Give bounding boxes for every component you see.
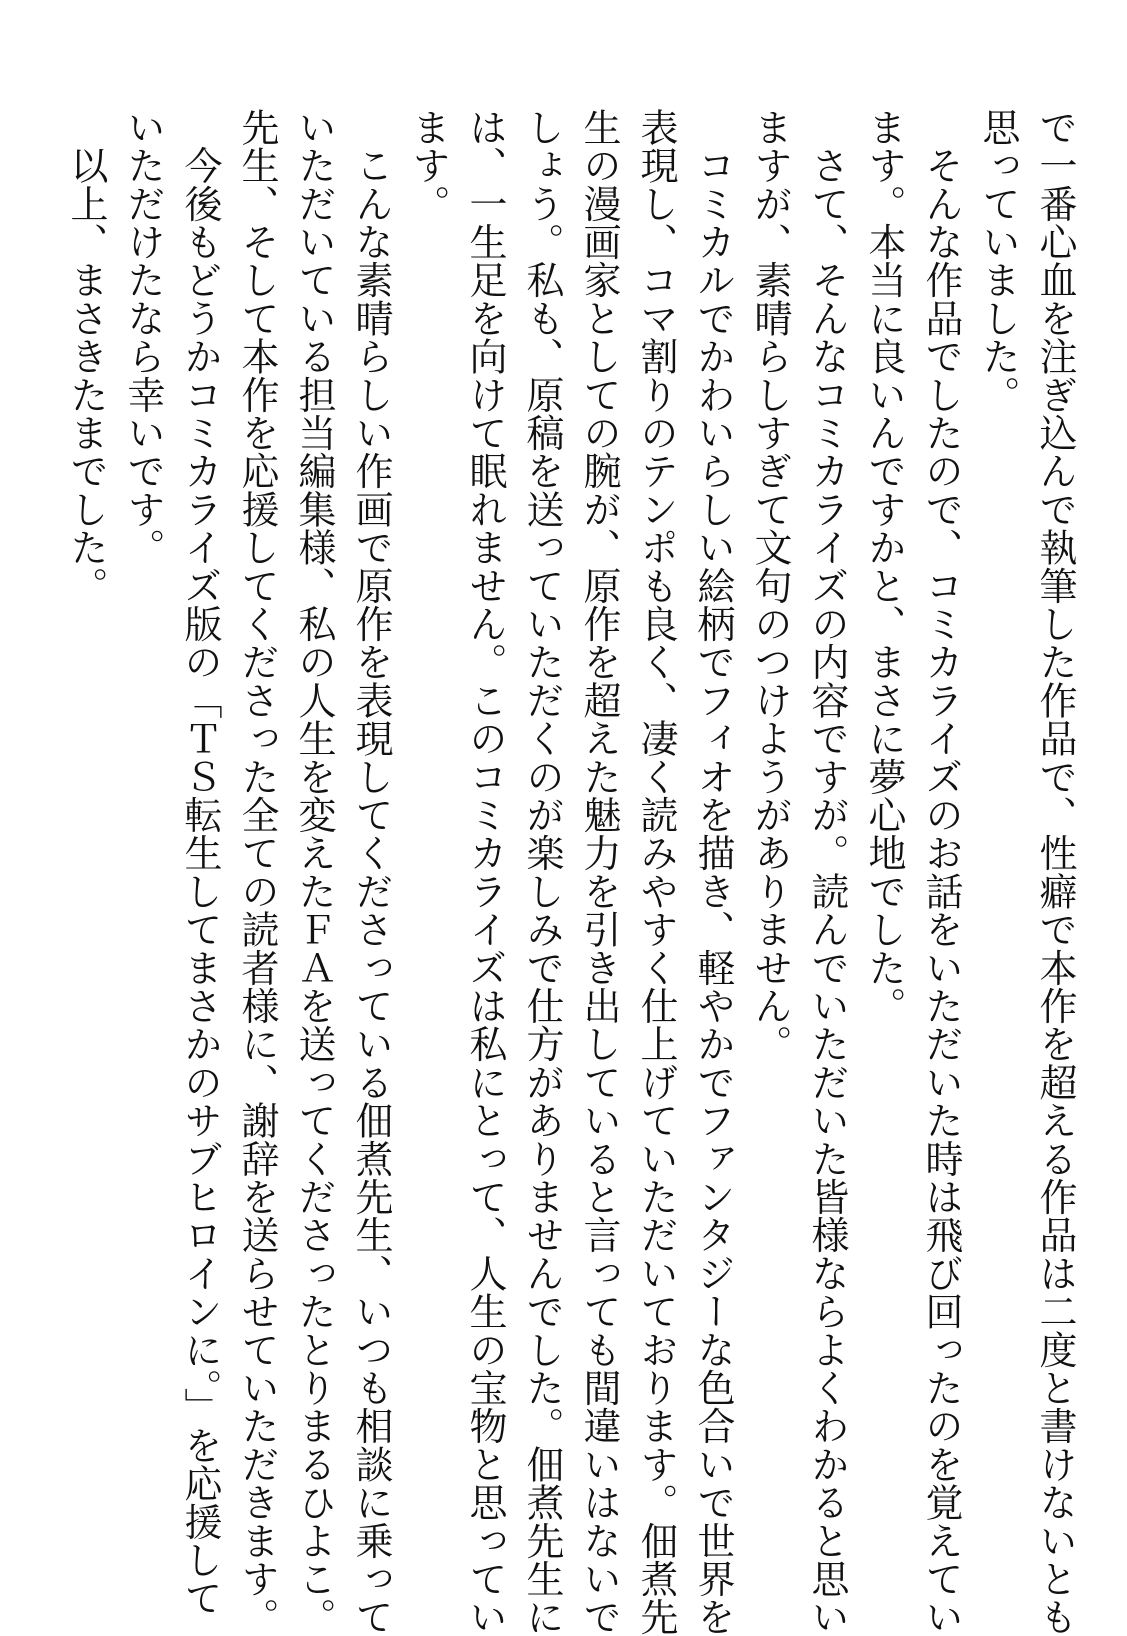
text-column: いただけたなら幸いです。 bbox=[121, 108, 165, 567]
text-column: そんな作品でしたので、コミカライズのお話をいただいた時は飛び回ったのを覚えてい bbox=[919, 108, 963, 1636]
text-column: さて、そんなコミカライズの内容ですが。読んでいただいた皆様ならよくわかると思い bbox=[805, 108, 849, 1636]
text-column: 以上、まさきたまでした。 bbox=[64, 108, 108, 605]
text-column: 先生、そして本作を応援してくださった全ての読者様に、謝辞を送らせていただきます。 bbox=[235, 108, 279, 1636]
text-column: こんな素晴らしい作画で原作を表現してくださっている佃煮先生、いつも相談に乗って bbox=[349, 108, 393, 1636]
text-column: ますが、素晴らしすぎて文句のつけようがありません。 bbox=[748, 108, 792, 1063]
afterword-text-block bbox=[57, 108, 1083, 1636]
text-column: ます。本当に良いんですかと、まさに夢心地でした。 bbox=[862, 108, 906, 1025]
text-column: いただいている担当編集様、私の人生を変えたＦＡを送ってくださったとりまるひよこ。 bbox=[292, 108, 336, 1636]
text-column: コミカルでかわいらしい絵柄でフィオを描き、軽やかでファンタジーな色合いで世界を bbox=[691, 108, 735, 1636]
text-column: は、一生足を向けて眠れません。このコミカライズは私にとって、人生の宝物と思ってい bbox=[463, 108, 507, 1636]
text-column: 思っていました。 bbox=[976, 108, 1020, 414]
text-column: 今後もどうかコミカライズ版の「ＴＳ転生してまさかのサブヒロインに。」を応援して bbox=[178, 108, 222, 1617]
text-column: しょう。私も、原稿を送っていただくのが楽しみで仕方がありませんでした。佃煮先生に bbox=[520, 108, 564, 1636]
text-column: 表現し、コマ割りのテンポも良く、凄く読みやすく仕上げていただいております。佃煮先 bbox=[634, 108, 678, 1636]
text-column: で一番心血を注ぎ込んで執筆した作品で、性癖で本作を超える作品は二度と書けないとも bbox=[1033, 108, 1077, 1636]
text-column: 生の漫画家としての腕が、原作を超えた魅力を引き出していると言っても間違いはないで bbox=[577, 108, 621, 1636]
text-column: ます。 bbox=[406, 108, 450, 223]
